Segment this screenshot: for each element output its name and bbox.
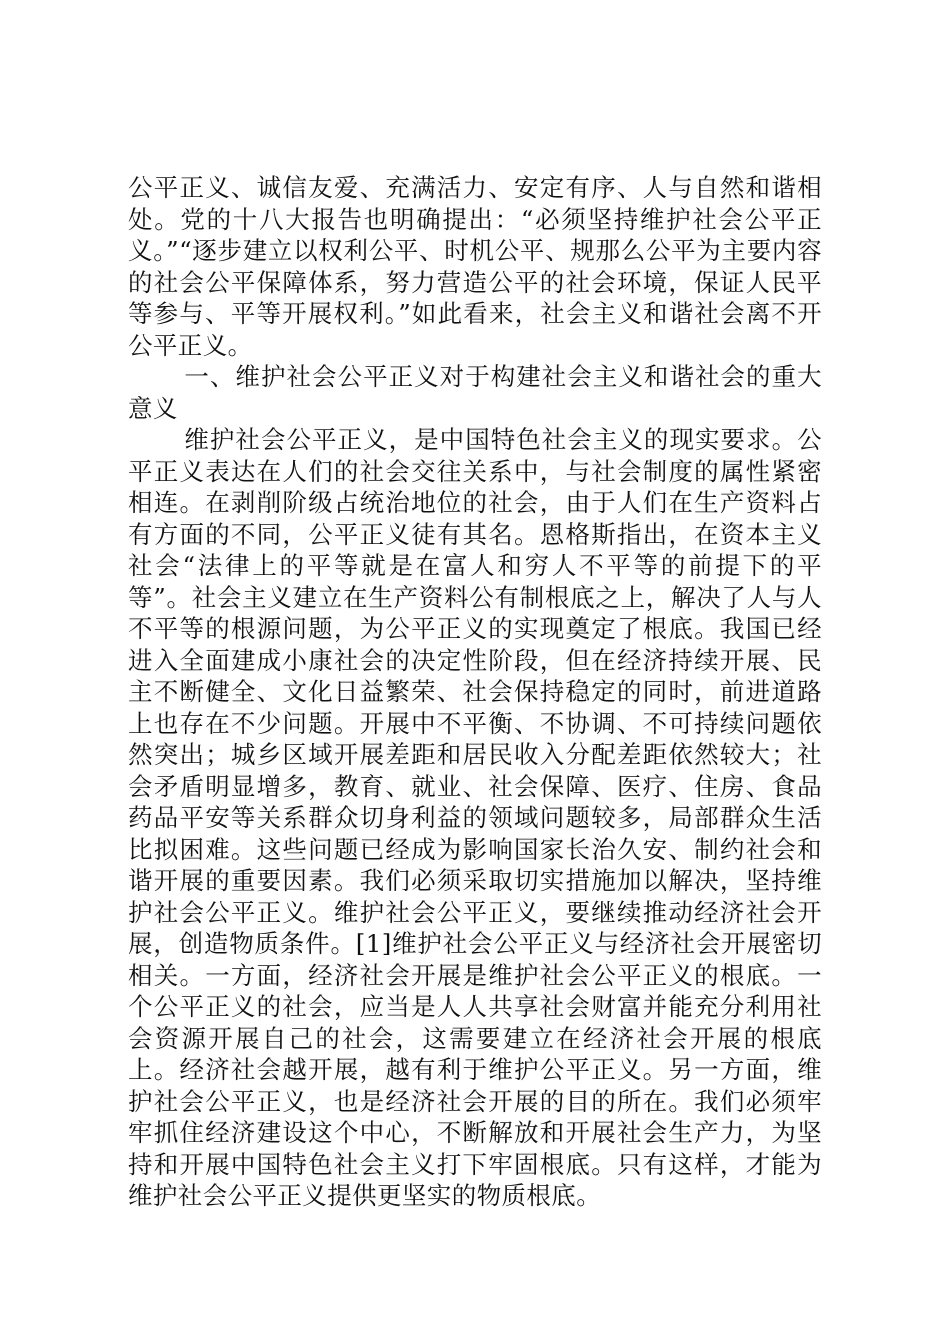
section-heading: 一、维护社会公平正义对于构建社会主义和谐社会的重大意义 [128,362,822,423]
body-paragraph: 维护社会公平正义，是中国特色社会主义的现实要求。公平正义表达在人们的社会交往关系中，与社会制度的属性紧密相连。在剥削阶级占统治地位的社会，由于人们在生产资料占有方面的不同，公平正义徒有其名。恩格斯指出，在资本主义社会“法律上的平等就是在富人和穷人不平等的前提下的平等”。社会主义建立在生产资料公有制根底之上，解决了人与人不平等的根源问题，为公平正义的实现奠定了根底。我国已经进入全面建成小康社会的决定性阶段，但在经济持续开展、民主不断健全、文化日益繁荣、社会保持稳定的同时，前进道路上也存在不少问题。开展中不平衡、不协调、不可持续问题依然突出；城乡区域开展差距和居民收入分配差距依然较大；社会矛盾明显增多，教育、就业、社会保障、医疗、住房、食品药品平安等关系群众切身利益的领域问题较多，局部群众生活比拟困难。这些问题已经成为影响国家长治久安、制约社会和谐开展的重要因素。我们必须采取切实措施加以解决，坚持维护社会公平正义。维护社会公平正义，要继续推动经济社会开展，创造物质条件。[1]维护社会公平正义与经济社会开展密切相关。一方面，经济社会开展是维护社会公平正义的根底。一个公平正义的社会，应当是人人共享社会财富并能充分利用社会资源开展自己的社会，这需要建立在经济社会开展的根底上。经济社会越开展，越有利于维护公平正义。另一方面，维护社会公平正义，也是经济社会开展的目的所在。我们必须牢牢抓住经济建设这个中心，不断解放和开展社会生产力，为坚持和开展中国特色社会主义打下牢固根底。只有这样，才能为维护社会公平正义提供更坚实的物质根底。 [128,425,822,1210]
intro-paragraph: 公平正义、诚信友爱、充满活力、安定有序、人与自然和谐相处。党的十八大报告也明确提出：“必须坚持维护社会公平正义。”“逐步建立以权利公平、时机公平、规那么公平为主要内容的社会公平保障体系，努力营造公平的社会环境，保证人民平等参与、平等开展权利。”如此看来，社会主义和谐社会离不开公平正义。 [128,173,822,360]
document-page [128,172,822,1212]
